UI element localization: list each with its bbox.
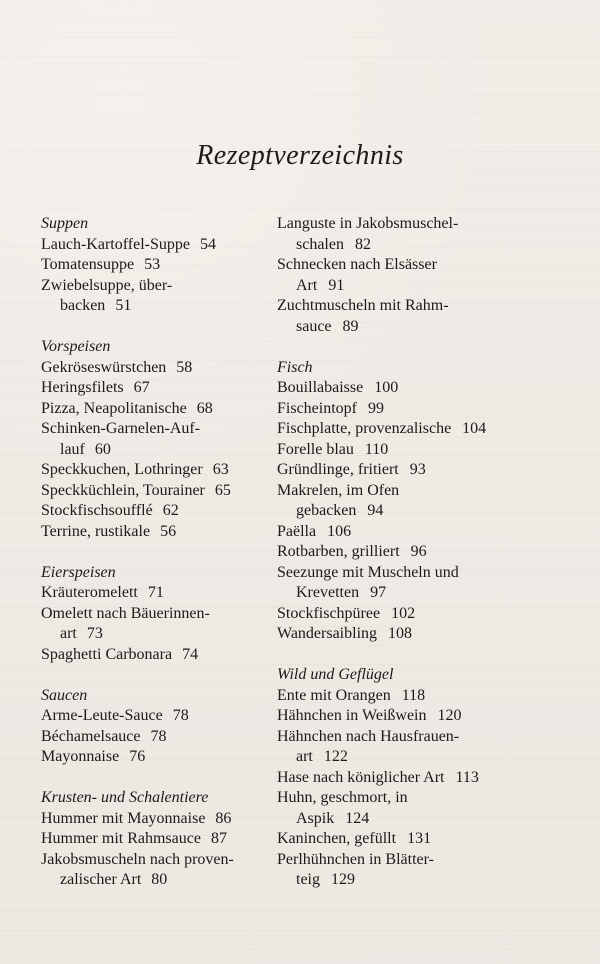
list-item — [277, 481, 577, 522]
list-item — [277, 686, 577, 707]
list-item — [277, 788, 577, 829]
page-number: 87 — [210, 830, 227, 847]
recipe-name-line-1: Seezunge mit Muscheln und — [277, 563, 459, 581]
page-number: 120 — [437, 707, 462, 724]
section-eierspeisen — [41, 563, 281, 666]
recipe-name-line-1: Hähnchen nach Hausfrauen- — [277, 727, 460, 745]
recipe-name-line-1: Omelett nach Bäuerinnen- — [41, 604, 210, 622]
list-item — [277, 419, 577, 440]
recipe-name-line-2: lauf — [60, 440, 85, 458]
list-item — [277, 440, 577, 461]
recipe-name-line-2: Aspik — [296, 809, 335, 827]
page-number: 60 — [94, 440, 111, 458]
recipe-name-line-1: Makrelen, im Ofen — [277, 481, 400, 499]
page-number: 118 — [401, 686, 426, 704]
section-title: Saucen — [41, 686, 88, 704]
page-number: 68 — [196, 399, 213, 417]
page-number: 113 — [455, 768, 479, 786]
page-title: Rezeptverzeichnis — [196, 140, 404, 171]
recipe-name: Hähnchen in Weißwein — [277, 707, 427, 724]
page-number: 86 — [215, 809, 232, 827]
page-number: 96 — [410, 543, 427, 560]
page-number: 80 — [151, 871, 168, 888]
recipe-name: Spaghetti Carbonara — [41, 645, 173, 663]
page-number: 100 — [374, 379, 399, 396]
page-number: 74 — [182, 645, 199, 663]
recipe-name: Pizza, Neapolitanische — [41, 399, 187, 417]
page-number: 93 — [409, 461, 426, 478]
page-number: 78 — [172, 707, 189, 724]
right-column — [277, 214, 577, 891]
list-item — [41, 583, 281, 604]
list-item — [41, 604, 281, 645]
list-item — [277, 727, 577, 768]
recipe-name: Rotbarben, grilliert — [277, 543, 400, 560]
page-number: 54 — [199, 235, 216, 253]
page-number: 67 — [133, 379, 150, 396]
recipe-name-line-1: Languste in Jakobsmuschel- — [277, 215, 459, 232]
recipe-name: Paëlla — [277, 522, 317, 540]
recipe-name-line-1: Huhn, geschmort, in — [277, 789, 408, 806]
list-item — [277, 604, 577, 625]
list-item — [41, 378, 281, 399]
recipe-name-line-2: backen — [60, 297, 106, 314]
recipe-name-line-2: gebacken — [296, 502, 357, 519]
recipe-name: Kaninchen, gefüllt — [277, 830, 397, 847]
recipe-name: Stockfischsoufflé — [41, 502, 153, 519]
recipe-name: Forelle blau — [277, 440, 354, 458]
section-title: Vorspeisen — [41, 338, 111, 355]
recipe-name: Bouillabaisse — [277, 379, 364, 396]
page-number: 94 — [367, 502, 384, 519]
left-column — [41, 214, 281, 891]
page-number: 106 — [327, 522, 352, 540]
page-number: 110 — [364, 440, 389, 458]
recipe-name: Wandersaibling — [277, 625, 378, 642]
section-fisch — [277, 358, 577, 645]
list-item — [41, 747, 281, 768]
section-title: Wild und Geflügel — [277, 666, 394, 683]
recipe-name: Hummer mit Mayonnaise — [41, 809, 206, 827]
list-item — [41, 460, 281, 481]
page-number: 97 — [370, 584, 387, 601]
page-number: 58 — [176, 358, 193, 376]
section-continuation — [277, 214, 577, 337]
list-item — [277, 522, 577, 543]
list-item — [277, 542, 577, 563]
section-wild-und-gefluegel — [277, 665, 577, 891]
list-item — [41, 358, 281, 379]
recipe-name-line-1: Perlhühnchen in Blätter- — [277, 850, 434, 868]
recipe-name-line-2: teig — [296, 871, 320, 888]
page-number: 56 — [160, 522, 177, 540]
section-saucen — [41, 686, 281, 768]
recipe-name: Hase nach königlicher Art — [277, 768, 445, 786]
section-title: Krusten- und Schalentiere — [41, 789, 209, 806]
list-item — [41, 255, 281, 276]
recipe-name: Gekröseswürstchen — [41, 358, 167, 376]
recipe-name: Stockfischpüree — [277, 604, 381, 622]
list-item — [41, 276, 281, 317]
page-number: 65 — [214, 481, 231, 499]
list-item — [277, 706, 577, 727]
recipe-name: Gründlinge, fritiert — [277, 461, 399, 478]
list-item — [41, 399, 281, 420]
section-krusten-und-schalentiere — [41, 788, 281, 891]
page-number: 124 — [345, 809, 370, 827]
list-item — [277, 399, 577, 420]
recipe-name: Fischeintopf — [277, 399, 357, 417]
page-number: 108 — [388, 625, 413, 642]
list-item — [41, 829, 281, 850]
recipe-name: Mayonnaise — [41, 748, 120, 765]
section-vorspeisen — [41, 337, 281, 542]
page-number: 51 — [115, 297, 132, 314]
recipe-name-line-2: zalischer Art — [60, 871, 142, 888]
list-item — [277, 829, 577, 850]
recipe-name: Terrine, rustikale — [41, 522, 151, 540]
recipe-name: Hummer mit Rahmsauce — [41, 830, 201, 847]
recipe-name: Heringsfilets — [41, 379, 124, 396]
list-item — [277, 563, 577, 604]
recipe-name-line-1: Zwiebelsuppe, über- — [41, 276, 173, 294]
recipe-name: Tomatensuppe — [41, 256, 135, 273]
list-item — [277, 624, 577, 645]
list-item — [41, 706, 281, 727]
recipe-name-line-2: Art — [296, 276, 318, 294]
recipe-name-line-1: Schnecken nach Elsässer — [277, 256, 437, 273]
recipe-name: Speckkuchen, Lothringer — [41, 461, 203, 478]
list-item — [41, 809, 281, 830]
list-item — [277, 255, 577, 296]
page-number: 76 — [129, 748, 146, 765]
list-item — [277, 850, 577, 891]
page-number: 99 — [368, 399, 384, 417]
section-title: Eierspeisen — [41, 563, 116, 581]
recipe-name-line-1: Schinken-Garnelen-Auf- — [41, 420, 201, 437]
list-item — [277, 768, 577, 789]
page-number: 131 — [407, 830, 432, 847]
recipe-name-line-2: Krevetten — [296, 584, 360, 601]
page-number: 78 — [150, 727, 167, 745]
page-number: 122 — [323, 748, 348, 765]
recipe-name: Arme-Leute-Sauce — [41, 707, 163, 724]
recipe-name: Béchamelsauce — [41, 727, 141, 745]
list-item — [41, 501, 281, 522]
page-number: 63 — [212, 461, 229, 478]
recipe-name: Lauch-Kartoffel-Suppe — [41, 235, 190, 253]
list-item — [41, 522, 281, 543]
recipe-name-line-1: Zuchtmuscheln mit Rahm- — [277, 297, 449, 314]
recipe-name-line-2: sauce — [296, 317, 332, 335]
list-item — [277, 378, 577, 399]
page-number: 62 — [162, 502, 179, 519]
page-number: 71 — [147, 584, 164, 601]
recipe-name-line-2: art — [296, 748, 313, 765]
list-item — [41, 645, 281, 666]
recipe-name: Ente mit Orangen — [277, 686, 391, 704]
recipe-name: Fischplatte, provenzalische — [277, 420, 452, 437]
list-item — [277, 460, 577, 481]
page-number: 104 — [462, 420, 487, 437]
page-number: 53 — [144, 256, 161, 273]
section-title: Fisch — [277, 358, 313, 376]
list-item — [41, 727, 281, 748]
page-number: 82 — [354, 235, 371, 253]
section-title: Suppen — [41, 215, 89, 232]
recipe-name-line-1: Jakobsmuscheln nach proven- — [41, 850, 234, 868]
page-number: 129 — [331, 871, 355, 888]
list-item — [41, 481, 281, 502]
list-item — [277, 214, 577, 255]
list-item — [41, 235, 281, 256]
recipe-name-line-2: art — [60, 625, 77, 642]
page-number: 91 — [328, 276, 345, 294]
recipe-name: Speckküchlein, Tourainer — [41, 481, 205, 499]
recipe-name-line-2: schalen — [296, 235, 344, 253]
page-number: 73 — [86, 625, 103, 642]
list-item — [41, 419, 281, 460]
recipe-name: Kräuteromelett — [41, 584, 138, 601]
section-suppen — [41, 214, 281, 317]
list-item — [41, 850, 281, 891]
page-number: 102 — [391, 604, 416, 622]
list-item — [277, 296, 577, 337]
page-number: 89 — [342, 317, 359, 335]
